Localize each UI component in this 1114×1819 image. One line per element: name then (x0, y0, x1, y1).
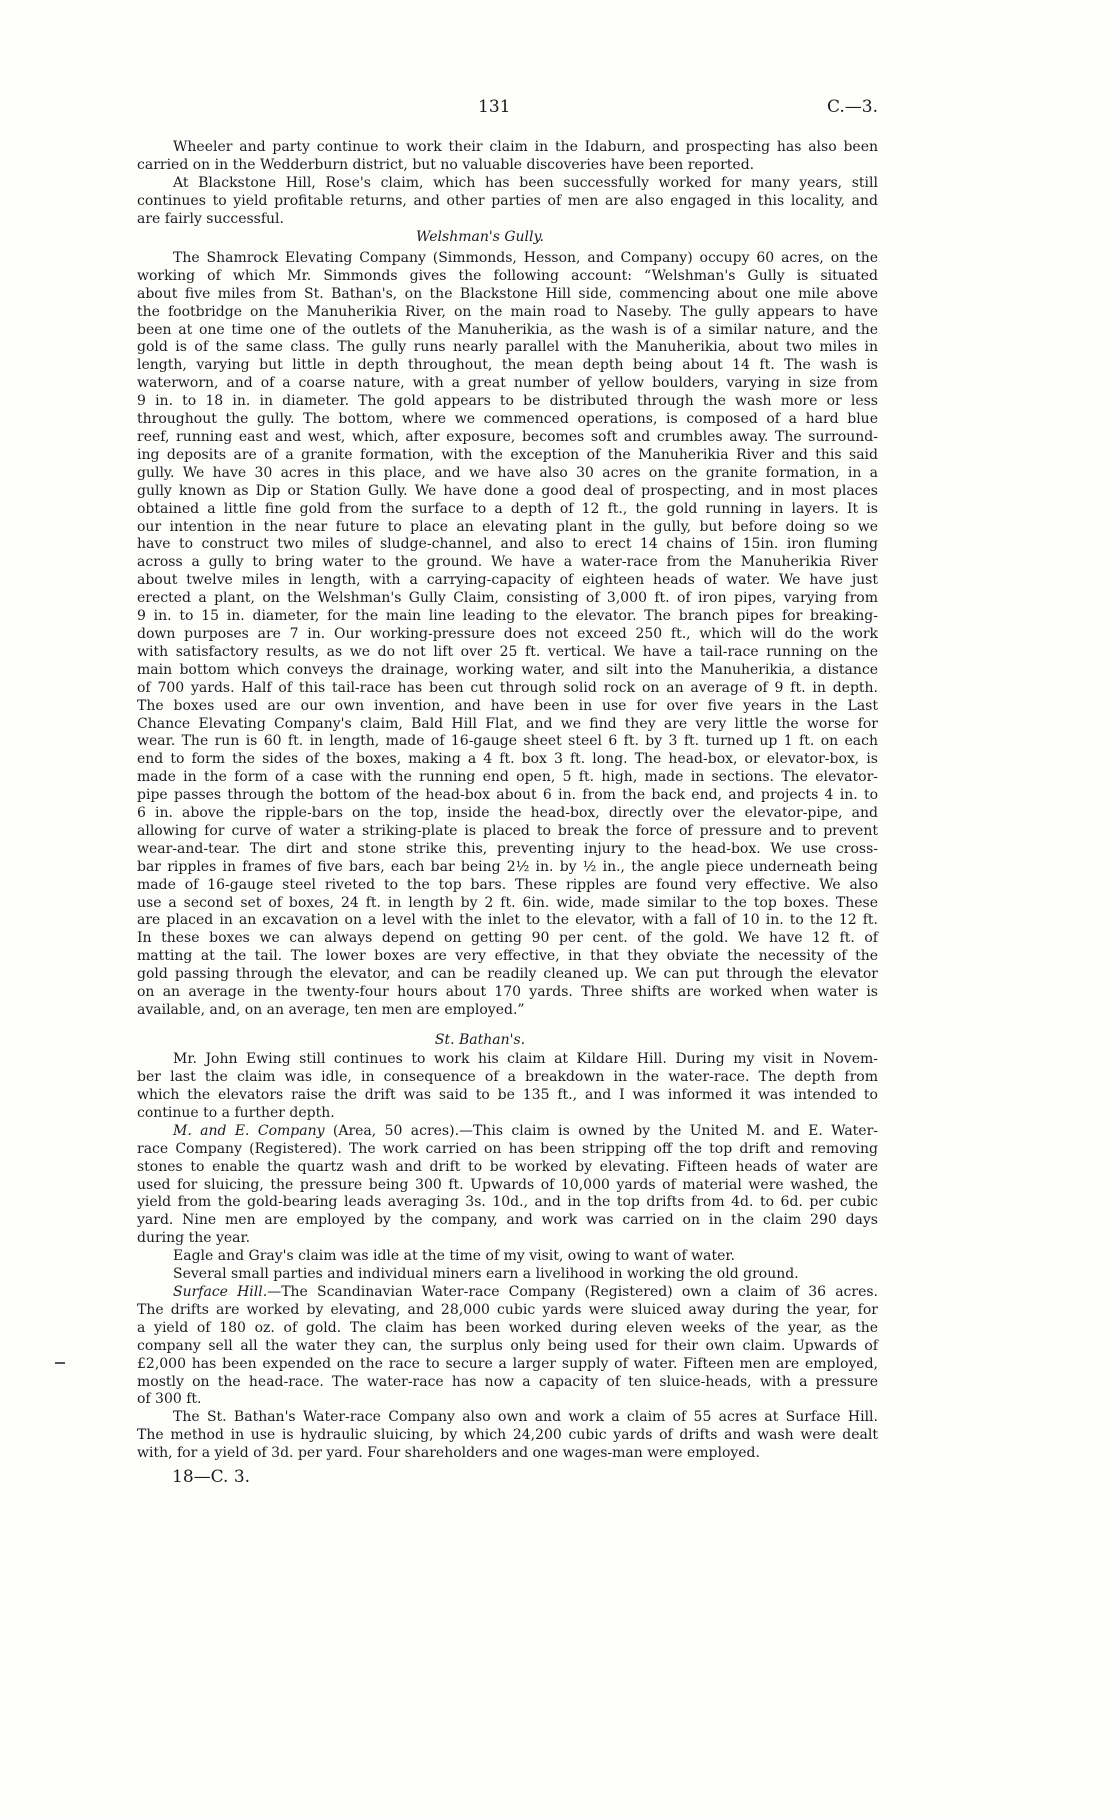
text-line: during the year. (137, 1230, 251, 1247)
text-line: £2,000 has been expended on the race to secure a larger supply of water. Fifteen men are employed, (137, 1355, 878, 1372)
margin-pencil-mark (55, 1362, 65, 1364)
text-line: Mr. John Ewing still continues to work his claim at Kildare Hill. During my visit in Novem- (173, 1051, 878, 1068)
text-line: reef, running east and west, which, after exposure, becomes soft and crumbles away. The surround- (137, 429, 878, 445)
line-text: (Area, 50 acres).—This claim is owned by the United M. and E. Water- (324, 1122, 878, 1139)
paragraph (137, 1248, 878, 1266)
text-line: yield from the gold-bearing leads averaging 3s. 10d., and in the top drifts from 4d. to 6d. per cubic (137, 1194, 878, 1211)
text-line: erected a plant, on the Welshman's Gully Claim, consisting of 3,000 ft. of iron pipes, varying from (137, 590, 878, 607)
text-line: The drifts are worked by elevating, and 28,000 cubic yards were sluiced away during the year, for (137, 1301, 878, 1318)
text-line: Eagle and Gray's claim was idle at the time of my visit, owing to want of water. (173, 1248, 735, 1265)
text-line: about five miles from St. Bathan's, on the Blackstone Hill side, commencing about one mile above (137, 285, 878, 302)
italic-lead: M. and E. Company (173, 1122, 325, 1139)
paragraph (137, 1266, 878, 1284)
text-line: main bottom which conveys the drainage, working water, and silt into the Manuherikia, a distance (137, 661, 878, 678)
text-line: ber last the claim was idle, in consequence of a breakdown in the water-race. The depth from (137, 1069, 878, 1086)
section-heading: St. Bathan's. (434, 1032, 526, 1049)
text-line: made of 16-gauge steel riveted to the top bars. These ripples are found very effective. We also (137, 876, 878, 893)
italic-lead: Surface Hill. (173, 1283, 268, 1300)
text-line: our intention in the near future to place an elevating plant in the gully, but before doing so we (137, 518, 878, 535)
text-line: use a second set of boxes, 24 ft. in length by 2 ft. 6in. wide, made similar to the top boxes. These (137, 894, 878, 911)
paragraph (137, 1123, 878, 1248)
text-line: continue to a further depth. (137, 1104, 335, 1121)
text-line: The boxes used are our own invention, and have been in use for over five years in the Last (137, 697, 878, 714)
text-line: 9 in. to 18 in. in diameter. The gold appears to be distributed through the wash more or less (137, 393, 878, 410)
text-line: Wheeler and party continue to work their claim in the Idaburn, and prospecting has also been (173, 139, 878, 155)
section-intro (137, 139, 878, 229)
text-line (137, 1284, 878, 1302)
paragraph (137, 250, 878, 1020)
text-line: carried on in the Wedderburn district, but no valuable discoveries have been reported. (137, 156, 755, 173)
text-line: waterworn, and of a coarse nature, with a great number of yellow boulders, varying in size from (137, 375, 878, 392)
text-line: ing deposits are of a granite formation, with the exception of the Manuherikia River and this said (137, 446, 878, 463)
text-line: throughout the gully. The bottom, where we commenced operations, is composed of a hard blue (137, 411, 878, 428)
text-line: about twelve miles in length, with a carrying-capacity of eighteen heads of water. We have just (137, 572, 878, 589)
text-line: Chance Elevating Company's claim, Bald Hill Flat, and we find they are very little the worse for (137, 715, 878, 732)
text-line: length, varying but little in depth throughout, the mean depth being about 14 ft. The wash is (137, 357, 878, 374)
text-line: on an average in the twenty-four hours about 170 yards. Three shifts are worked when water is (137, 984, 878, 1001)
text-line: In these boxes we can always depend on getting 90 per cent. of the gold. We have 12 ft. of (137, 930, 878, 947)
text-line: are placed in an excavation on a level with the inlet to the elevator, with a fall of 10 in. to the 12 ft. (137, 912, 878, 929)
text-line: yard. Nine men are employed by the company, and work was carried on in the claim 290 days (137, 1212, 878, 1229)
text-line: of 700 yards. Half of this tail-race has been cut through solid rock on an average of 9 ft. in depth. (137, 679, 878, 696)
text-line: been at one time one of the outlets of the Manuherikia, as the wash is of a similar nature, and the (137, 321, 878, 338)
text-line: The Shamrock Elevating Company (Simmonds, Hesson, and Company) occupy 60 acres, on the (173, 249, 878, 266)
text-line: are fairly successful. (137, 210, 284, 227)
text-line: have to construct two miles of sludge-channel, and also to erect 14 chains of 15in. iron fluming (137, 536, 878, 553)
text-line: obtained a little fine gold from the surface to a depth of 12 ft., the gold running in layers. It is (137, 500, 878, 517)
text-line: working of which Mr. Simmonds gives the following account: “Welshman's Gully is situated (137, 267, 878, 284)
paragraph (137, 1409, 878, 1463)
text-line: pipe passes through the bottom of the head-box about 6 in. from the back end, and projects 4 in. to (137, 787, 878, 804)
text-line: the footbridge on the Manuherikia River, on the main road to Naseby. The gully appears to have (137, 303, 878, 320)
text-line: made in the form of a case with the running end open, 5 ft. high, made in sections. The elevator- (137, 769, 878, 786)
text-line: bar ripples in frames of five bars, each bar being 2½ in. by ½ in., the angle piece underneath being (137, 858, 878, 875)
text-line: gold is of the same class. The gully runs nearly parallel with the Manuherikia, about two miles in (137, 339, 878, 356)
text-line: At Blackstone Hill, Rose's claim, which has been successfully worked for many years, still (173, 174, 878, 191)
text-line: 9 in. to 15 in. diameter, for the main line leading to the elevator. The branch pipes for breaking- (137, 608, 878, 625)
text-line: end to form the sides of the boxes, making a 4 ft. box 3 ft. long. The head-box, or elevator-box, is (137, 751, 878, 768)
text-line: mostly on the head-race. The water-race has now a capacity of ten sluice-heads, with a pressure (137, 1373, 878, 1390)
text-line: gully. We have 30 acres in this place, and we have also 30 acres on the granite formation, in a (137, 464, 878, 481)
page-number: 131 (478, 97, 511, 117)
section-heading: Welshman's Gully. (416, 228, 544, 245)
text-line: with, for a yield of 3d. per yard. Four shareholders and one wages-man were employed. (137, 1445, 760, 1462)
paragraph (137, 1284, 878, 1409)
text-line: with satisfactory results, as we do not lift over 25 ft. vertical. We have a tail-race running on the (137, 643, 878, 660)
text-line: available, and, on an average, ten men are employed.” (137, 1002, 525, 1018)
text-line: wear. The run is 60 ft. in length, made of 16-gauge sheet steel 6 ft. by 3 ft. turned up 1 ft. on each (137, 733, 878, 750)
paragraph (137, 175, 878, 229)
text-line: gold passing through the elevator, and can be readily cleaned up. We can put through the elevator (137, 966, 878, 983)
paragraph (137, 139, 878, 175)
text-line: matting at the tail. The lower boxes are very effective, in that they obviate the necessity of the (137, 948, 878, 965)
text-line: which the elevators raise the drift was said to be 135 ft., and I was informed it was intended to (137, 1087, 878, 1104)
text-line: wear-and-tear. The dirt and stone strike this, preventing injury to the head-box. We use cross- (137, 840, 878, 857)
text-line: race Company (Registered). The work carried on has been stripping off the top drift and removing (137, 1140, 878, 1157)
text-line (137, 1123, 878, 1141)
document-reference: C.—3. (826, 97, 878, 117)
text-line: continues to yield profitable returns, and other parties of men are also engaged in this locality, and (137, 192, 878, 209)
running-header (137, 97, 878, 119)
section (137, 1032, 878, 1463)
text-line: allowing for curve of water a striking-plate is placed to break the force of pressure and to prevent (137, 822, 878, 839)
text-line: The method in use is hydraulic sluicing, by which 24,200 cubic yards of drifts and wash were dealt (137, 1427, 878, 1444)
text-line: Several small parties and individual miners earn a livelihood in working the old ground. (173, 1266, 799, 1283)
text-line: a yield of 180 oz. of gold. The claim has been worked during eleven weeks of the year, as the (137, 1319, 878, 1336)
text-line: stones to enable the quartz wash and drift to be worked by elevating. Fifteen heads of water are (137, 1158, 878, 1175)
printer-signature: 18—C. 3. (172, 1467, 251, 1487)
text-line: gully known as Dip or Station Gully. We have done a good deal of prospecting, and in most places (137, 482, 878, 499)
text-line: of 300 ft. (137, 1391, 202, 1408)
text-line: 6 in. above the ripple-bars on the top, inside the head-box, directly over the elevator-pipe, and (137, 805, 878, 822)
text-line: across a gully to bring water to the ground. We have a water-race from the Manuherikia River (137, 554, 878, 571)
text-line: company sell all the water they can, the surplus only being used for their own claim. Upwards of (137, 1337, 878, 1354)
section (137, 229, 878, 1020)
text-line: down purposes are 7 in. Our working-pressure does not exceed 250 ft., which will do the work (137, 625, 878, 642)
text-line: used for sluicing, the pressure being 300 ft. Upwards of 10,000 yards of material were washed, the (137, 1176, 878, 1193)
paragraph (137, 1051, 878, 1123)
line-text: —The Scandinavian Water-race Company (Registered) own a claim of 36 acres. (267, 1283, 878, 1300)
document-body (137, 139, 878, 1463)
text-line: The St. Bathan's Water-race Company also own and work a claim of 55 acres at Surface Hill. (173, 1409, 878, 1426)
